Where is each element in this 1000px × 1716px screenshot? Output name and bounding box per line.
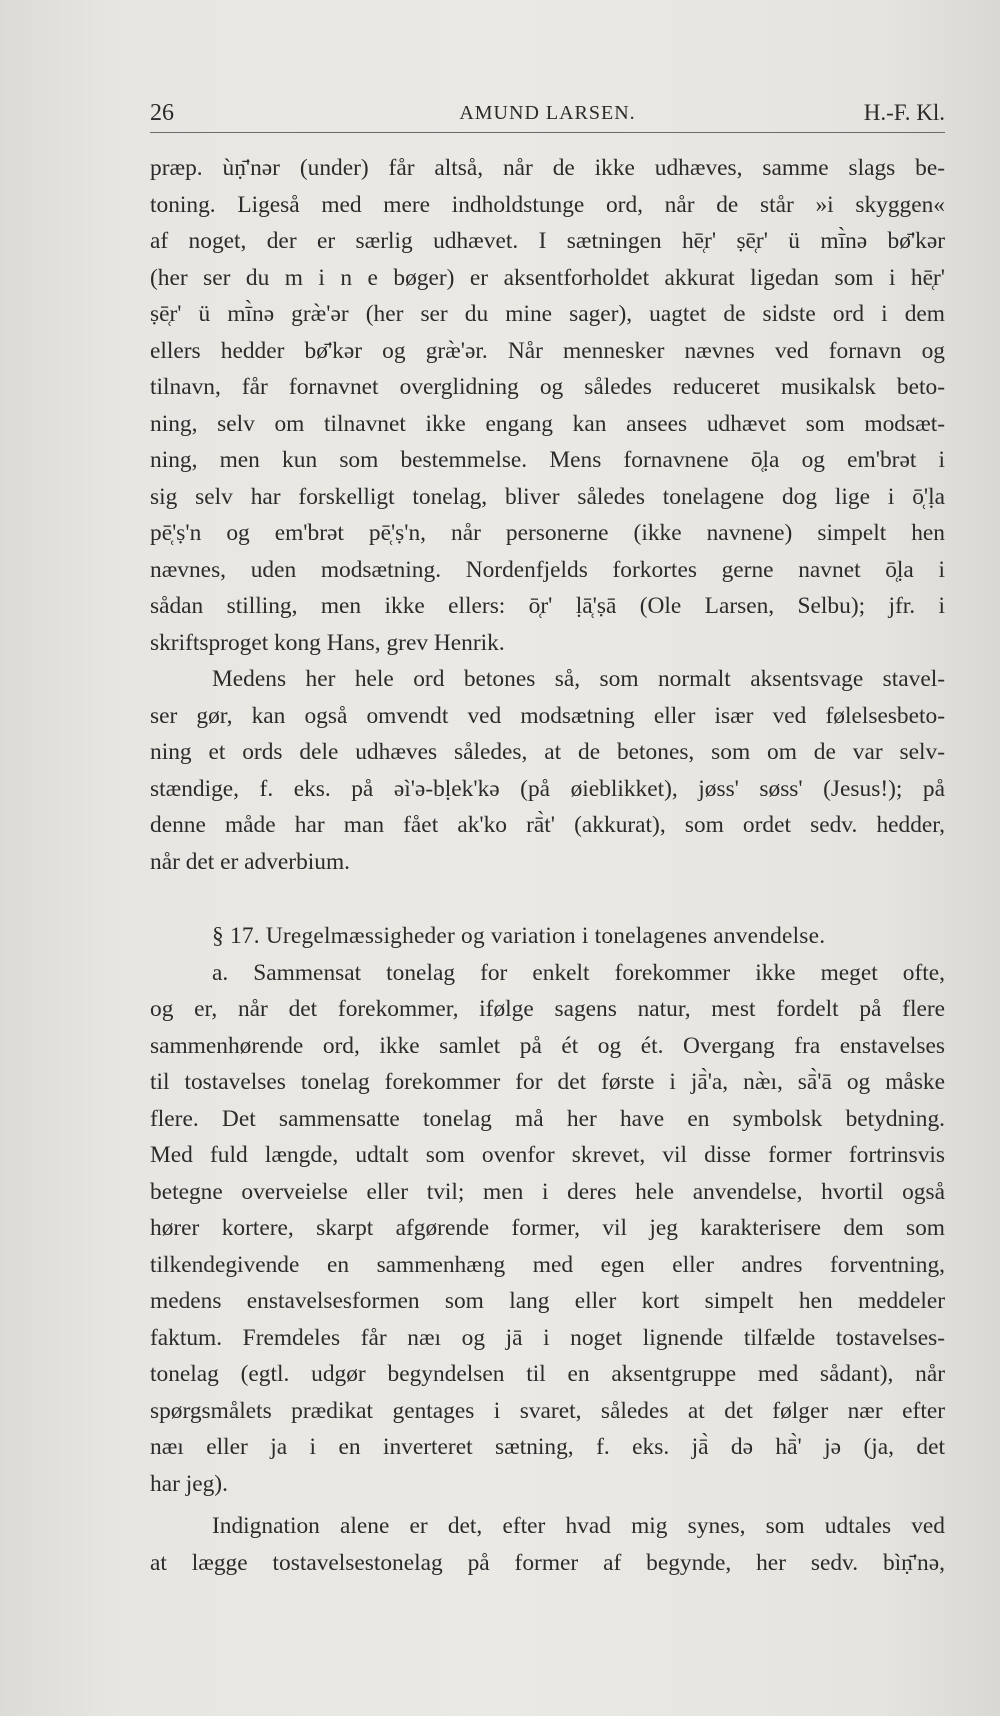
- text-line: Med fuld længde, udtalt som ovenfor skrevet, vil disse former fortrinsvis: [150, 1142, 945, 1168]
- text-line: Medens her hele ord betones så, som normalt aksentsvage stavel-: [212, 666, 945, 692]
- text-line: af noget, der er særlig udhævet. I sætningen hē̜r' ṣē̜r' ü mī̀nə bø̄'kər: [150, 228, 945, 254]
- text-line: ning, men kun som bestemmelse. Mens fornavnene ō̜ḷa og em'brət i: [150, 447, 945, 473]
- text-line: ellers hedder bø̄'kər og græ̀'ər. Når mennesker nævnes ved fornavn og: [150, 337, 945, 364]
- text-line: præp. ùṇ̄'nər (under) får altså, når de ikke udhæves, samme slags be-: [150, 155, 945, 181]
- text-line: har jeg).: [150, 1470, 228, 1497]
- text-line: tonelag (egtl. udgør begyndelsen til en aksentgruppe med sådant), når: [150, 1361, 945, 1387]
- section-gap: [150, 880, 945, 918]
- text-line: ning, selv om tilnavnet ikke engang kan ansees udhævet som modsæt-: [150, 410, 945, 437]
- text-line: sig selv har forskelligt tonelag, bliver således tonelagene dog lige i ō̜'ḷa: [150, 483, 945, 510]
- text-line: medens enstavelsesformen som lang eller kort simpelt hen meddeler: [150, 1288, 945, 1314]
- text-line: hører kortere, skarpt afgørende former, vil jeg karakterisere dem som: [150, 1215, 945, 1241]
- text-line: når det er adverbium.: [150, 848, 351, 875]
- text-line: skriftsproget kong Hans, grev Henrik.: [150, 629, 505, 656]
- text-line: spørgsmålets prædikat gentages i svaret, således at det følger nær efter: [150, 1397, 945, 1424]
- text-line: tilnavn, får fornavnet overglidning og således reduceret musikalsk beto-: [150, 374, 945, 400]
- text-line: stændige, f. eks. på əì'ə-bḷek'kə (på øieblikket), jøss' søss' (Jesus!); på: [150, 775, 945, 802]
- body-text: [150, 150, 945, 1581]
- text-line: næı eller ja i en inverteret sætning, f. eks. jā̀ də hā̀' jə (ja, det: [150, 1434, 945, 1460]
- text-line: pē̜'ṣ'n og em'brət pē̜'ṣ'n, når personerne (ikke navnene) simpelt hen: [150, 520, 945, 546]
- header-section: H.-F. Kl.: [863, 100, 945, 125]
- text-line: Indignation alene er det, efter hvad mig synes, som udtales ved: [212, 1513, 945, 1539]
- running-header: [150, 96, 945, 133]
- text-line: og er, når det forekommer, ifølge sagens natur, mest fordelt på flere: [150, 996, 945, 1022]
- text-line: til tostavelses tonelag forekommer for det første i jā̀'a, næ̀ı, sā̀'ā og måske: [150, 1069, 945, 1095]
- text-line: nævnes, uden modsætning. Nordenfjelds forkortes gerne navnet ō̜ḷa i: [150, 556, 945, 583]
- header-title: AMUND LARSEN.: [459, 102, 636, 124]
- text-line: ning et ords dele udhæves således, at de betones, som om de var selv-: [150, 739, 945, 765]
- section-heading: § 17. Uregelmæssigheder og variation i tonelagenes anvendelse.: [212, 923, 826, 949]
- text-line: ṣē̜r' ü mī̀nə græ̀'ər (her ser du mine sager), uagtet de sidste ord i dem: [150, 301, 945, 327]
- paragraph-1: [150, 150, 945, 661]
- text-line: at lægge tostavelsestonelag på former af begynde, her sedv. bìṇ̄'nə,: [150, 1549, 945, 1576]
- text-line: tilkendegivende en sammenhæng med egen eller andres forventning,: [150, 1251, 945, 1278]
- paragraph-2: [150, 661, 945, 880]
- page-number: 26: [150, 100, 174, 126]
- text-line: a. Sammensat tonelag for enkelt forekommer ikke meget ofte,: [212, 959, 945, 986]
- text-line: sammenhørende ord, ikke samlet på ét og ét. Overgang fra enstavelses: [150, 1032, 945, 1059]
- paragraph-4: [150, 1508, 945, 1581]
- text-line: flere. Det sammensatte tonelag må her have en symbolsk betydning.: [150, 1105, 945, 1132]
- paragraph-3: [150, 955, 945, 1503]
- text-line: (her ser du m i n e bøger) er aksentforholdet akkurat ligedan som i hē̜r': [150, 264, 945, 291]
- text-line: faktum. Fremdeles får næı og jā i noget lignende tilfælde tostavelses-: [150, 1324, 945, 1351]
- text-line: sådan stilling, men ikke ellers: ō̜r' ḷā̜'ṣā (Ole Larsen, Selbu); jfr. i: [150, 593, 945, 619]
- text-line: ser gør, kan også omvendt ved modsætning eller især ved følelsesbeto-: [150, 702, 945, 729]
- text-line: denne måde har man fået ak'ko rā̀t' (akkurat), som ordet sedv. hedder,: [150, 812, 945, 838]
- text-line: betegne overveielse eller tvil; men i deres hele anvendelse, hvortil også: [150, 1178, 945, 1205]
- text-line: toning. Ligeså med mere indholdstunge ord, når de står »i skyggen«: [150, 191, 945, 218]
